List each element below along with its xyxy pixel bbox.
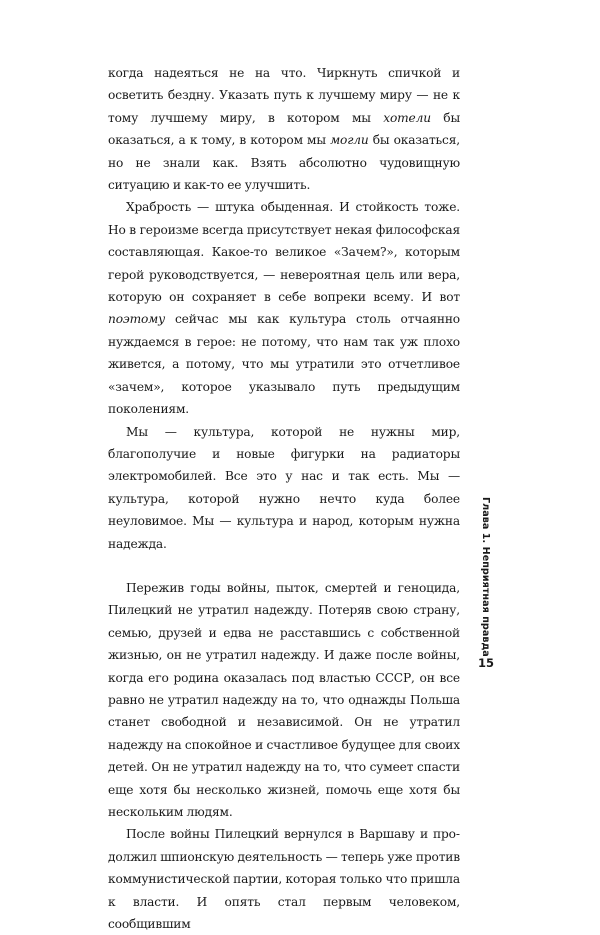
text-run: когда надеяться не на что. Чиркнуть спичкой и осветить бездну. Указать путь к лучшему миру — не к тому лучшему миру, в котором мы: [108, 66, 460, 125]
paragraph-3: [108, 421, 460, 555]
body-text: [108, 62, 460, 935]
paragraph-4: [108, 577, 460, 823]
text-run: бы оказаться, но не знали как. Взять абсолютно чудовищную ситуацию и как-то ее улучшить.: [108, 133, 460, 193]
text-run: Мы — культура, которой не нужны мир, благополучие и новые фигурки на радиаторы электромобилей. Все это у нас и так есть. Мы — культура, которой нужно нечто куда более неуловимое. Мы — культура и народ, которым нужна надежда.: [108, 424, 460, 551]
page-number: 15: [477, 656, 494, 670]
text-run: сейчас мы как культура столь отчаянно нуждаемся в герое: не потому, что нам так уж плохо живется, а потому, что мы утратили это отчетливое «зачем», которое указывало путь предыдущим поколениям.: [108, 312, 460, 417]
text-run: бы оказаться, а к тому, в котором мы: [108, 110, 461, 148]
text-run: Пережив годы войны, пыток, смертей и геноцида, Пилецкий не утратил надежду. Потеряв свою страну, семью, друзей и едва не расставшись с собственной жизнью, он не утратил надежду. И даже после войны, когда его родина оказалась под властью СССР, он все равно не утратил надежду на то, что однажды Польша станет свободной и независимой. Он не утратил надежду на спокойное и счастливое будущее для своих детей. Он не утратил надежду на то, что сумеет спасти еще хотя бы несколько жизней, помочь еще хотя бы нескольким людям.: [108, 580, 460, 819]
running-header: [478, 497, 492, 657]
paragraph-1: [108, 62, 460, 196]
italic-emphasis: поэтому: [108, 312, 166, 327]
italic-emphasis: могли: [330, 133, 369, 148]
running-header-text: Глава 1. Неприятная правда: [480, 497, 491, 657]
paragraph-5: [108, 823, 460, 935]
paragraph-2: [108, 196, 460, 420]
text-run: После войны Пилецкий вернулся в Варшаву и продолжил шпионскую деятельность — теперь уже против коммунистической партии, которая только что пришла к власти. И опять стал первым человеком, сообщившим: [108, 827, 460, 932]
italic-emphasis: хотели: [383, 110, 431, 125]
text-run: Храбрость — штука обыденная. И стойкость тоже. Но в героизме всегда присутствует некая философская составляющая. Какое-то великое «Зачем?», которым герой руководствуется, — невероятная цель или вера, которую он сохраняет в себе вопреки всему. И вот: [108, 200, 460, 305]
